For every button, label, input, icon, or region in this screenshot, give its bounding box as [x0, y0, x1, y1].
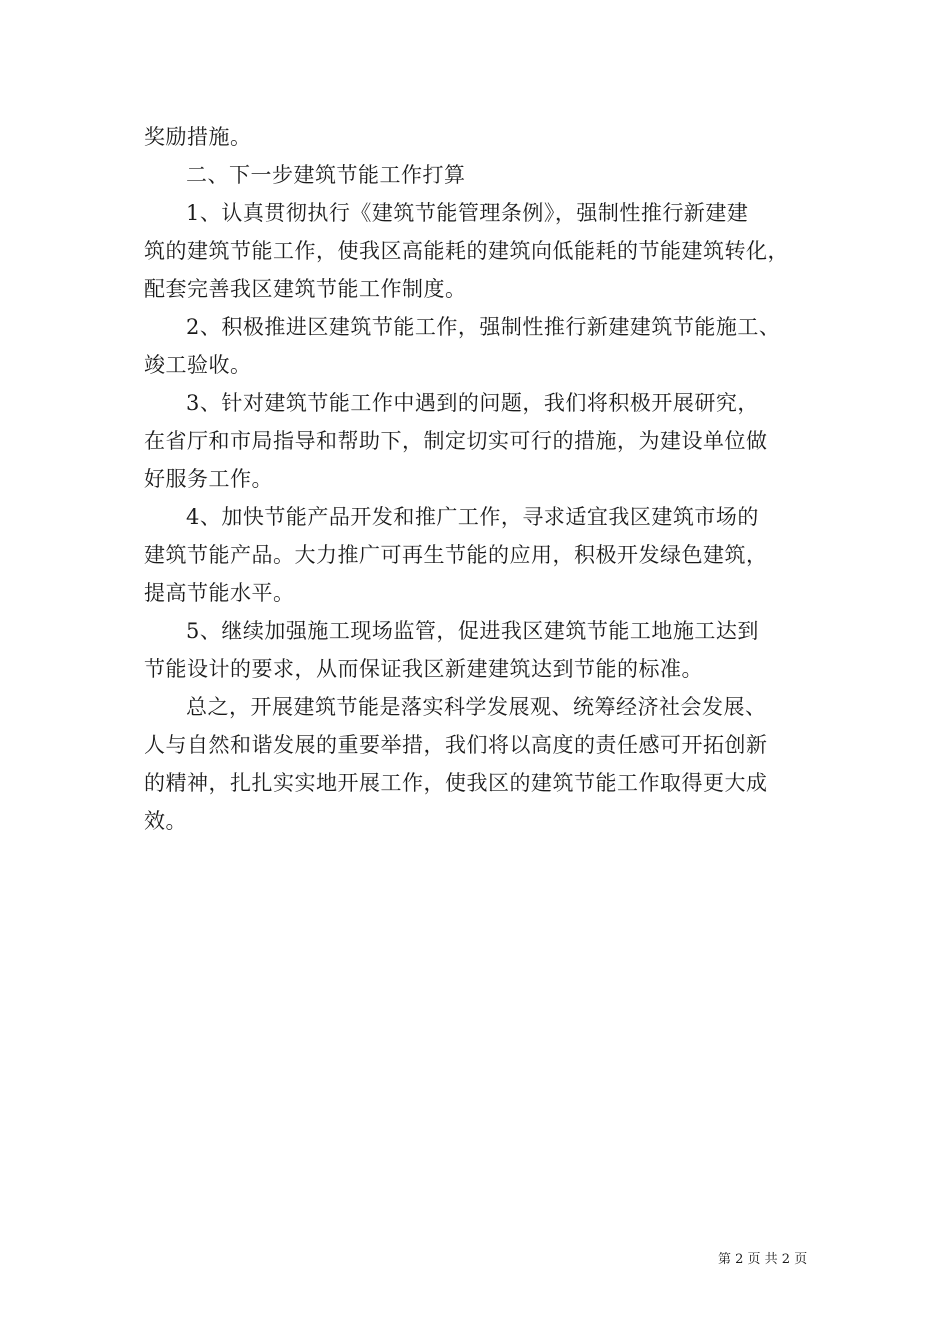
- text-line: 人与自然和谐发展的重要举措，我们将以高度的责任感可开拓创新: [144, 733, 768, 757]
- paragraph-item-4: [144, 498, 812, 612]
- paragraph-item-1: [144, 194, 812, 308]
- text-line: 二、下一步建筑节能工作打算: [186, 163, 466, 187]
- paragraph-continuation: [144, 118, 812, 156]
- text-line: 竣工验收。: [144, 353, 252, 377]
- section-heading: [144, 156, 812, 194]
- text-line: 配套完善我区建筑节能工作制度。: [144, 277, 467, 301]
- paragraph-item-3: [144, 384, 812, 498]
- text-line: 好服务工作。: [144, 467, 273, 491]
- text-line: 奖励措施。: [144, 125, 252, 149]
- text-line: 3、针对建筑节能工作中遇到的问题，我们将积极开展研究，: [186, 391, 759, 415]
- page-number-footer: 第 2 页 共 2 页: [718, 1252, 808, 1267]
- text-line: 5、继续加强施工现场监管，促进我区建筑节能工地施工达到: [186, 619, 759, 643]
- text-line: 效。: [144, 809, 187, 833]
- paragraph-item-5: [144, 612, 812, 688]
- text-line: 筑的建筑节能工作，使我区高能耗的建筑向低能耗的节能建筑转化，: [144, 239, 789, 263]
- document-body: [144, 118, 812, 840]
- text-line: 节能设计的要求，从而保证我区新建建筑达到节能的标准。: [144, 657, 703, 681]
- paragraph-item-2: [144, 308, 812, 384]
- text-line: 的精神，扎扎实实地开展工作，使我区的建筑节能工作取得更大成: [144, 771, 768, 795]
- text-line: 在省厅和市局指导和帮助下，制定切实可行的措施，为建设单位做: [144, 429, 768, 453]
- text-line: 提高节能水平。: [144, 581, 295, 605]
- text-line: 建筑节能产品。大力推广可再生节能的应用，积极开发绿色建筑，: [144, 543, 768, 567]
- paragraph-conclusion: [144, 688, 812, 840]
- text-line: 4、加快节能产品开发和推广工作，寻求适宜我区建筑市场的: [186, 505, 759, 529]
- text-line: 2、积极推进区建筑节能工作，强制性推行新建建筑节能施工、: [186, 315, 781, 339]
- text-line: 1、认真贯彻执行《建筑节能管理条例》，强制性推行新建建: [186, 201, 749, 225]
- text-line: 总之，开展建筑节能是落实科学发展观、统筹经济社会发展、: [186, 695, 767, 719]
